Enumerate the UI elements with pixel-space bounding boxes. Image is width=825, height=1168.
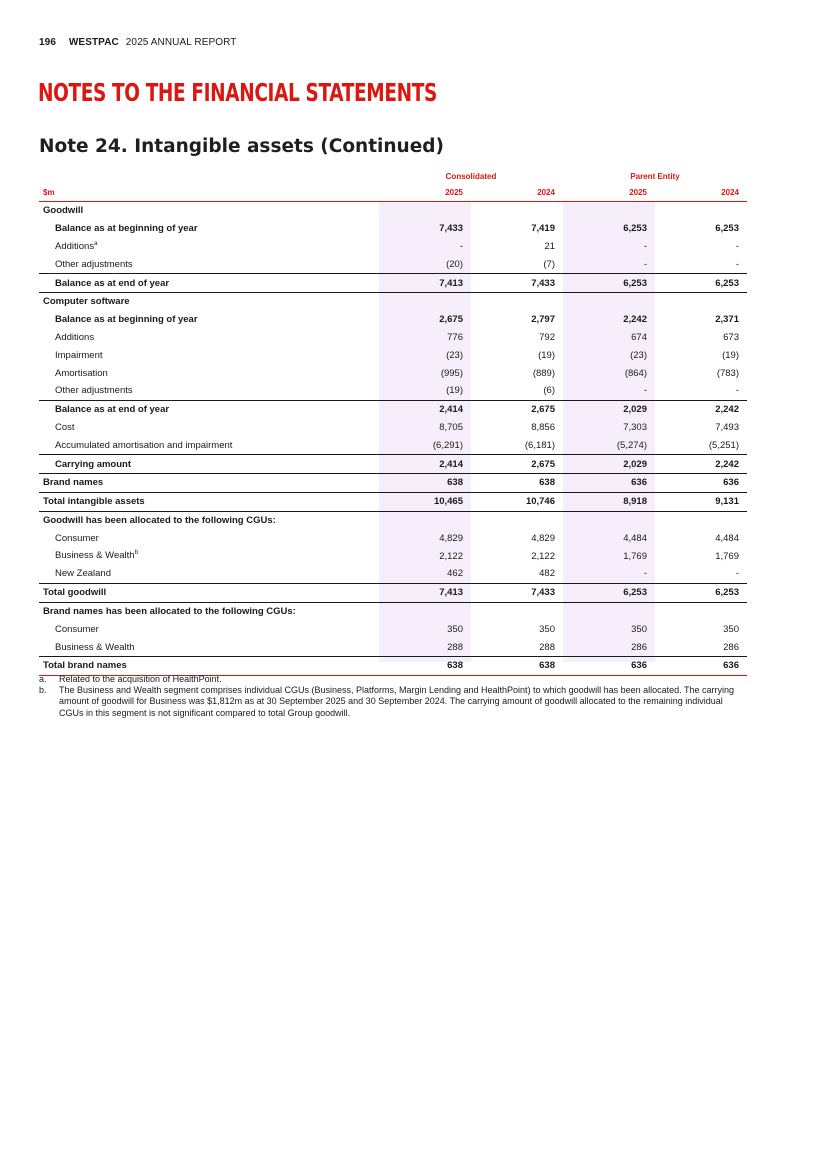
cell-consolidated-2025: 2,675 — [439, 314, 463, 326]
table-row — [39, 382, 747, 400]
row-label — [39, 638, 379, 656]
table-row — [39, 400, 747, 418]
cell-parent-2025 — [563, 511, 655, 529]
cell-parent-2024 — [655, 292, 747, 310]
row-label-text: Balance as at end of year — [55, 277, 170, 289]
cell-consolidated-2024: 2,122 — [531, 550, 555, 562]
table-row — [39, 238, 747, 256]
header-consolidated-2025: 2025 — [445, 188, 463, 197]
page-number: 196 — [39, 37, 56, 48]
row-label-text: Carrying amount — [55, 458, 132, 470]
cell-parent-2025: 7,303 — [623, 421, 647, 433]
cell-consolidated-2025: - — [459, 240, 463, 252]
cell-consolidated-2024: 7,419 — [531, 223, 555, 235]
header-consolidated-2024: 2024 — [537, 188, 555, 197]
cell-parent-2024: - — [735, 258, 739, 270]
table-row — [39, 620, 747, 638]
cell-consolidated-2025 — [379, 602, 471, 620]
row-label — [39, 656, 379, 675]
row-label-text: Additions — [55, 241, 95, 253]
cell-parent-2024: 6,253 — [655, 274, 747, 293]
footnote-ref: a — [94, 240, 98, 247]
row-label-text: Goodwill — [43, 205, 84, 217]
row-label-text: Brand names — [43, 477, 104, 489]
cell-consolidated-2025: 288 — [447, 641, 463, 653]
row-label — [39, 436, 379, 454]
row-label-text: Consumer — [55, 532, 99, 544]
cell-parent-2025: 2,242 — [623, 314, 647, 326]
cell-parent-2025: 350 — [631, 623, 647, 635]
row-label — [39, 311, 379, 329]
cell-consolidated-2024 — [471, 602, 563, 620]
cell-consolidated-2025: 7,413 — [379, 274, 471, 293]
row-label-text: Amortisation — [55, 367, 108, 379]
cell-consolidated-2024: (7) — [543, 258, 555, 270]
row-label — [39, 400, 379, 418]
cell-consolidated-2025: (6,291) — [432, 439, 463, 451]
cell-consolidated-2025: 638 — [379, 473, 471, 492]
cell-parent-2025: - — [643, 258, 647, 270]
cell-parent-2025: (864) — [624, 367, 647, 379]
row-label — [39, 602, 379, 620]
cell-parent-2025: 2,029 — [563, 455, 655, 474]
cell-parent-2025: 6,253 — [563, 583, 655, 602]
row-label-text: Total intangible assets — [43, 496, 145, 508]
row-label-text: Accumulated amortisation and impairment — [55, 439, 233, 451]
row-label — [39, 364, 379, 382]
cell-consolidated-2025: 8,705 — [439, 421, 463, 433]
cell-parent-2025: - — [643, 385, 647, 397]
row-label-text: Additions — [55, 331, 95, 343]
cell-consolidated-2025: 2,122 — [439, 550, 463, 562]
cell-parent-2025: 674 — [631, 331, 647, 343]
cell-parent-2024: 4,484 — [715, 532, 739, 544]
header-parent-2025: 2025 — [629, 188, 647, 197]
cell-consolidated-2025: 638 — [379, 656, 471, 675]
cell-consolidated-2025: 7,413 — [379, 583, 471, 602]
cell-consolidated-2024: 21 — [544, 240, 555, 252]
table-row — [39, 638, 747, 656]
cell-parent-2024: 636 — [655, 656, 747, 675]
cell-parent-2025: 6,253 — [563, 274, 655, 293]
cell-consolidated-2025: (20) — [446, 258, 463, 270]
cell-parent-2025: 636 — [563, 656, 655, 675]
cell-consolidated-2024: 7,433 — [471, 583, 563, 602]
cell-parent-2025: - — [643, 568, 647, 580]
cell-consolidated-2024: 638 — [471, 656, 563, 675]
footnote-marker: b. — [39, 685, 47, 696]
cell-parent-2024: 2,242 — [655, 400, 747, 418]
cell-parent-2025 — [563, 602, 655, 620]
table-row — [39, 492, 747, 511]
cell-parent-2024: 636 — [655, 473, 747, 492]
cell-parent-2024: 6,253 — [655, 583, 747, 602]
cell-consolidated-2024 — [471, 202, 563, 220]
cell-consolidated-2024: 792 — [539, 331, 555, 343]
cell-parent-2024: 7,493 — [715, 421, 739, 433]
report-name: 2025 ANNUAL REPORT — [125, 37, 237, 48]
table-row — [39, 220, 747, 238]
cell-parent-2025: 8,918 — [563, 492, 655, 511]
cell-consolidated-2024: (19) — [538, 349, 555, 361]
row-label-text: Other adjustments — [55, 385, 133, 397]
cell-consolidated-2024: (889) — [532, 367, 555, 379]
cell-parent-2025 — [563, 202, 655, 220]
row-label — [39, 202, 379, 220]
cell-consolidated-2024 — [471, 511, 563, 529]
data-table — [39, 202, 747, 676]
cell-consolidated-2024: 2,675 — [471, 400, 563, 418]
cell-parent-2024: 673 — [723, 331, 739, 343]
table-row — [39, 529, 747, 547]
cell-consolidated-2025: 2,414 — [379, 400, 471, 418]
cell-parent-2025: 2,029 — [563, 400, 655, 418]
table-row — [39, 565, 747, 583]
cell-parent-2024 — [655, 602, 747, 620]
cell-parent-2025: 636 — [563, 473, 655, 492]
page-header — [39, 37, 237, 48]
cell-parent-2024: (783) — [716, 367, 739, 379]
row-label — [39, 547, 379, 565]
table-header — [39, 182, 747, 202]
cell-consolidated-2025 — [379, 292, 471, 310]
cell-consolidated-2025: 7,433 — [439, 223, 463, 235]
row-label-text: Brand names has been allocated to the following CGUs: — [43, 605, 296, 617]
cell-parent-2025: 1,769 — [623, 550, 647, 562]
cell-parent-2024: (19) — [722, 349, 739, 361]
cell-parent-2025: 4,484 — [623, 532, 647, 544]
cell-parent-2025: (5,274) — [616, 439, 647, 451]
cell-consolidated-2024: 288 — [539, 641, 555, 653]
table-row — [39, 547, 747, 565]
footnote-ref: b — [134, 550, 138, 557]
row-label — [39, 292, 379, 310]
cell-consolidated-2024: 638 — [471, 473, 563, 492]
footnote-b — [39, 685, 739, 719]
row-label-text: Cost — [55, 421, 75, 433]
table-row — [39, 419, 747, 437]
cell-parent-2024: 6,253 — [715, 223, 739, 235]
cell-parent-2024: (5,251) — [708, 439, 739, 451]
row-label-text: Balance as at beginning of year — [55, 223, 198, 235]
cell-parent-2025: 286 — [631, 641, 647, 653]
cell-parent-2024: 2,242 — [655, 455, 747, 474]
cell-consolidated-2025: 350 — [447, 623, 463, 635]
row-label-text: Consumer — [55, 623, 99, 635]
brand-name: WESTPAC — [68, 37, 119, 48]
cell-consolidated-2024: 482 — [539, 568, 555, 580]
row-label-text: Computer software — [43, 296, 130, 308]
cell-parent-2024: - — [735, 240, 739, 252]
header-label: $m — [43, 188, 55, 197]
cell-consolidated-2025: 10,465 — [379, 492, 471, 511]
cell-parent-2024 — [655, 202, 747, 220]
footnote-text: The Business and Wealth segment comprises individual CGUs (Business, Platforms, Margin Lending and HealthPoint) to which goodwill has been allocated. The carrying amount of goodwill for Business was $1,812m as at 30 September 2025 and 30 September 2024. The carrying amount of goodwill allocated to the remaining individual CGUs in this segment is not significant compared to total Group goodwill. — [59, 685, 735, 718]
cell-parent-2024: 350 — [723, 623, 739, 635]
cell-parent-2024: 286 — [723, 641, 739, 653]
cell-parent-2025 — [563, 292, 655, 310]
cell-consolidated-2024: 7,433 — [471, 274, 563, 293]
cell-consolidated-2025 — [379, 511, 471, 529]
group-consolidated: Consolidated — [445, 172, 497, 181]
row-label-text: New Zealand — [55, 568, 111, 580]
cell-parent-2024: - — [735, 385, 739, 397]
cell-parent-2025: 6,253 — [623, 223, 647, 235]
row-label-text: Goodwill has been allocated to the following CGUs: — [43, 514, 276, 526]
cell-parent-2024: 2,371 — [715, 314, 739, 326]
row-label-text: Business & Wealth — [55, 641, 135, 653]
cell-consolidated-2025: (23) — [446, 349, 463, 361]
cell-consolidated-2025 — [379, 202, 471, 220]
cell-parent-2025: - — [643, 240, 647, 252]
table-row — [39, 202, 747, 220]
row-label — [39, 220, 379, 238]
cell-consolidated-2024 — [471, 292, 563, 310]
row-label — [39, 382, 379, 400]
row-label — [39, 492, 379, 511]
row-label — [39, 255, 379, 273]
footnote-a — [39, 674, 739, 685]
row-label-text: Total brand names — [43, 660, 127, 672]
table-row — [39, 511, 747, 529]
row-label — [39, 274, 379, 293]
cell-parent-2024: 9,131 — [655, 492, 747, 511]
row-label — [39, 583, 379, 602]
cell-consolidated-2024: 8,856 — [531, 421, 555, 433]
row-label-text: Balance as at beginning of year — [55, 314, 198, 326]
footnote-marker: a. — [39, 674, 47, 684]
row-label — [39, 511, 379, 529]
row-label — [39, 565, 379, 583]
row-label-text: Total goodwill — [43, 587, 107, 599]
note-title: Note 24. Intangible assets (Continued) — [39, 136, 444, 157]
group-parent-entity: Parent Entity — [630, 172, 680, 181]
table-row — [39, 329, 747, 347]
cell-consolidated-2024: 4,829 — [531, 532, 555, 544]
cell-parent-2024: - — [735, 568, 739, 580]
section-title: NOTES TO THE FINANCIAL STATEMENTS — [38, 78, 437, 107]
cell-consolidated-2025: (19) — [446, 385, 463, 397]
row-label — [39, 238, 379, 256]
table-row — [39, 656, 747, 675]
footnote-text: Related to the acquisition of HealthPoint. — [59, 674, 222, 684]
footnotes — [39, 674, 739, 719]
row-label — [39, 346, 379, 364]
table-row — [39, 292, 747, 310]
table-row — [39, 583, 747, 602]
row-label — [39, 473, 379, 492]
cell-consolidated-2024: 2,797 — [531, 314, 555, 326]
cell-consolidated-2024: 350 — [539, 623, 555, 635]
cell-parent-2025: (23) — [630, 349, 647, 361]
table-row — [39, 255, 747, 273]
header-parent-2024: 2024 — [721, 188, 739, 197]
row-label — [39, 329, 379, 347]
table-row — [39, 473, 747, 492]
table-row — [39, 346, 747, 364]
cell-consolidated-2024: (6) — [543, 385, 555, 397]
table-row — [39, 364, 747, 382]
row-label-text: Business & Wealth — [55, 550, 135, 562]
table-row — [39, 311, 747, 329]
table-row — [39, 436, 747, 454]
row-label-text: Impairment — [55, 349, 103, 361]
row-label — [39, 529, 379, 547]
cell-consolidated-2025: 2,414 — [379, 455, 471, 474]
cell-consolidated-2024: 10,746 — [471, 492, 563, 511]
cell-consolidated-2025: 776 — [447, 331, 463, 343]
row-label-text: Balance as at end of year — [55, 404, 170, 416]
cell-consolidated-2025: (995) — [440, 367, 463, 379]
cell-consolidated-2025: 4,829 — [439, 532, 463, 544]
cell-consolidated-2025: 462 — [447, 568, 463, 580]
row-label — [39, 419, 379, 437]
cell-parent-2024 — [655, 511, 747, 529]
table-row — [39, 602, 747, 620]
row-label — [39, 620, 379, 638]
cell-consolidated-2024: (6,181) — [524, 439, 555, 451]
table-row — [39, 455, 747, 474]
table-row — [39, 274, 747, 293]
row-label-text: Other adjustments — [55, 258, 133, 270]
cell-consolidated-2024: 2,675 — [471, 455, 563, 474]
cell-parent-2024: 1,769 — [715, 550, 739, 562]
row-label — [39, 455, 379, 474]
